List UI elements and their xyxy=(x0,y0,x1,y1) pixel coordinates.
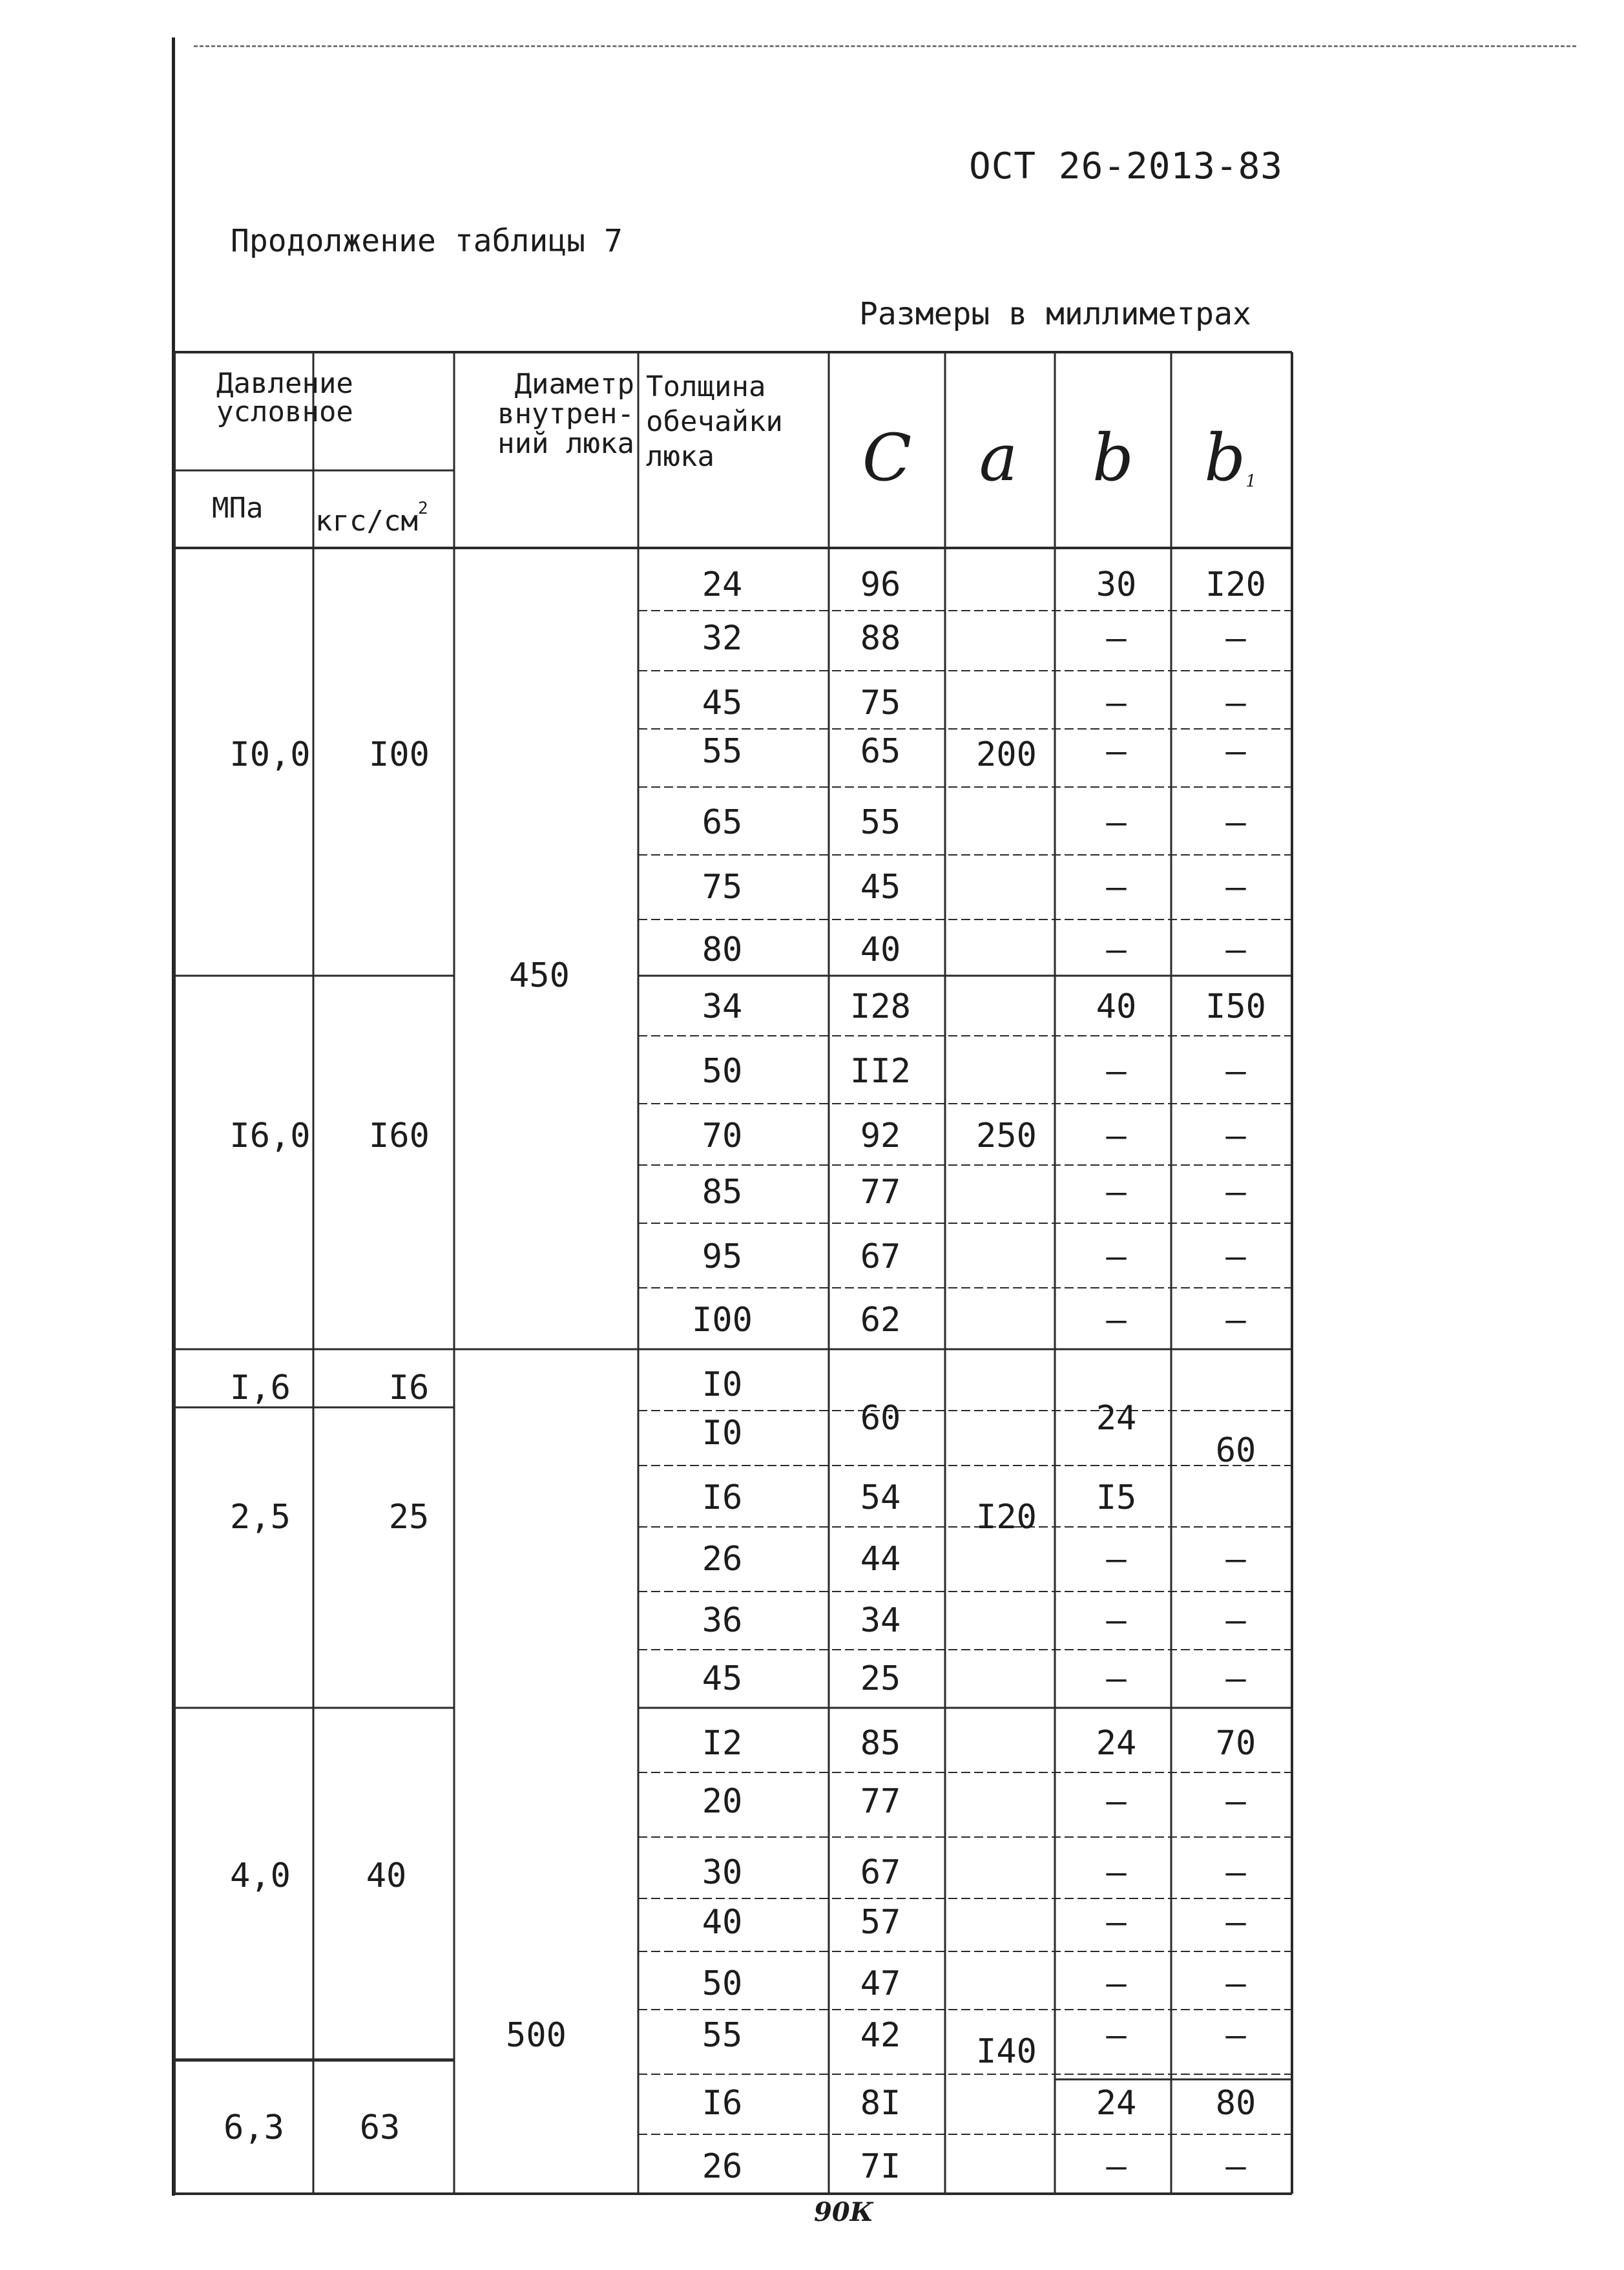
header-kgf-label: кгс/см xyxy=(315,505,418,538)
cell-b1: – xyxy=(1225,803,1246,842)
cell-b1: – xyxy=(1225,684,1246,722)
cell-b: – xyxy=(1106,1853,1127,1892)
pressure-mpa-group-6: 6,3 xyxy=(224,2108,284,2147)
cell-t: I6 xyxy=(702,1478,743,1517)
cell-t: 32 xyxy=(702,619,743,658)
header-b: b xyxy=(1092,420,1134,496)
cell-c: 96 xyxy=(860,565,901,604)
cell-b1: – xyxy=(1225,732,1246,771)
header-pressure-kgf xyxy=(315,494,428,536)
cell-b: 40 xyxy=(1096,987,1137,1026)
pressure-mpa-group-2: I6,0 xyxy=(229,1117,311,1155)
cell-b1: – xyxy=(1225,1237,1246,1276)
header-b1-subscript: 1 xyxy=(1245,472,1256,491)
cell-b: – xyxy=(1106,1782,1127,1821)
cell-t: 85 xyxy=(702,1173,743,1212)
cell-t: 40 xyxy=(702,1903,743,1942)
cell-b: – xyxy=(1106,2147,1127,2186)
cell-t: 45 xyxy=(702,684,743,722)
cell-t: I0 xyxy=(702,1414,743,1453)
cell-b1: – xyxy=(1225,1782,1246,1821)
cell-t: I00 xyxy=(692,1301,753,1340)
cell-c: 47 xyxy=(860,1964,901,2003)
pressure-mpa-group-1: I0,0 xyxy=(229,735,311,774)
cell-b1: – xyxy=(1225,1853,1246,1892)
a-value-120: I20 xyxy=(976,1498,1037,1537)
cell-b: – xyxy=(1106,1117,1127,1155)
header-c: C xyxy=(862,420,912,496)
cell-b: 24 xyxy=(1096,2084,1137,2123)
cell-t: 45 xyxy=(702,1659,743,1698)
cell-t: 65 xyxy=(702,803,743,842)
cell-b1: – xyxy=(1225,1117,1246,1155)
cell-b: – xyxy=(1106,868,1127,907)
cell-c: 25 xyxy=(860,1659,901,1698)
pressure-mpa-group-3: I,6 xyxy=(230,1369,291,1407)
cell-c: 8I xyxy=(860,2084,901,2123)
cell-b1: I50 xyxy=(1205,987,1266,1026)
cell-c: 40 xyxy=(860,930,901,969)
cell-c: 77 xyxy=(860,1173,901,1212)
cell-t: 30 xyxy=(702,1853,743,1892)
cell-b: – xyxy=(1106,1237,1127,1276)
cell-c: 65 xyxy=(860,732,901,771)
cell-t: I6 xyxy=(702,2084,743,2123)
pressure-kgf-group-3: I6 xyxy=(388,1369,430,1407)
cell-b: I5 xyxy=(1096,1478,1137,1517)
cell-c: 34 xyxy=(860,1601,901,1640)
cell-t: 36 xyxy=(702,1601,743,1640)
cell-c: 77 xyxy=(860,1782,901,1821)
header-b1-label: b xyxy=(1204,420,1246,496)
pressure-mpa-group-4: 2,5 xyxy=(230,1498,291,1537)
cell-b: 24 xyxy=(1096,1724,1137,1763)
cell-c: 67 xyxy=(860,1853,901,1892)
cell-b1: – xyxy=(1225,1052,1246,1091)
diameter-450: 450 xyxy=(509,956,570,995)
cell-t: 26 xyxy=(702,2147,743,2186)
c-value-merged-10: 60 xyxy=(860,1399,901,1438)
cell-b1: – xyxy=(1225,1903,1246,1942)
cell-b: 30 xyxy=(1096,565,1137,604)
header-kgf-superscript: 2 xyxy=(417,499,428,518)
cell-t: 70 xyxy=(702,1117,743,1155)
cell-b1: 80 xyxy=(1215,2084,1256,2123)
pressure-kgf-group-2: I60 xyxy=(369,1117,430,1155)
header-pressure-label: Давление условное xyxy=(216,367,353,428)
cell-b: – xyxy=(1106,1601,1127,1640)
a-value-250: 250 xyxy=(976,1117,1037,1155)
diameter-500: 500 xyxy=(506,2016,567,2055)
cell-c: 88 xyxy=(860,619,901,658)
b-value-merged-10: 24 xyxy=(1096,1399,1137,1438)
header-pressure xyxy=(216,367,410,428)
cell-b1: – xyxy=(1225,2016,1246,2055)
cell-b: – xyxy=(1106,1173,1127,1212)
cell-c: 54 xyxy=(860,1478,901,1517)
header-pressure-mpa: МПа xyxy=(212,492,264,525)
cell-b: – xyxy=(1106,1659,1127,1698)
cell-c: 57 xyxy=(860,1903,901,1942)
cell-c: 75 xyxy=(860,684,901,722)
cell-b: – xyxy=(1106,2016,1127,2055)
cell-t: 95 xyxy=(702,1237,743,1276)
a-value-140: I40 xyxy=(976,2032,1037,2071)
cell-t: I2 xyxy=(702,1724,743,1763)
cell-t: 55 xyxy=(702,732,743,771)
cell-b1: – xyxy=(1225,868,1246,907)
cell-t: 50 xyxy=(702,1052,743,1091)
cell-b: – xyxy=(1106,1964,1127,2003)
cell-t: 80 xyxy=(702,930,743,969)
pressure-kgf-group-4: 25 xyxy=(388,1498,430,1537)
pressure-kgf-group-5: 40 xyxy=(366,1856,407,1895)
footer-mark: 90К xyxy=(814,2197,874,2227)
b1-value-merged: 60 xyxy=(1215,1431,1256,1470)
cell-c: 62 xyxy=(860,1301,901,1340)
cell-b1: I20 xyxy=(1205,565,1266,604)
header-a: a xyxy=(979,420,1018,496)
units-note: Размеры в миллиметрах xyxy=(859,296,1251,332)
pressure-mpa-group-5: 4,0 xyxy=(230,1856,291,1895)
cell-b: – xyxy=(1106,1301,1127,1340)
cell-t: 50 xyxy=(702,1964,743,2003)
cell-t: 20 xyxy=(702,1782,743,1821)
cell-t: 75 xyxy=(702,868,743,907)
cell-b1: – xyxy=(1225,930,1246,969)
cell-b: – xyxy=(1106,732,1127,771)
cell-b: – xyxy=(1106,619,1127,658)
cell-c: 92 xyxy=(860,1117,901,1155)
cell-b: – xyxy=(1106,930,1127,969)
cell-b1: – xyxy=(1225,1659,1246,1698)
cell-b1: – xyxy=(1225,1540,1246,1579)
cell-b: – xyxy=(1106,684,1127,722)
cell-c: 44 xyxy=(860,1540,901,1579)
pressure-kgf-group-1: I00 xyxy=(369,735,430,774)
cell-b1: 70 xyxy=(1215,1724,1256,1763)
cell-c: 42 xyxy=(860,2016,901,2055)
a-value-200: 200 xyxy=(976,735,1037,774)
cell-b: – xyxy=(1106,1540,1127,1579)
cell-b1: – xyxy=(1225,1964,1246,2003)
cell-c: I28 xyxy=(850,987,911,1026)
cell-c: II2 xyxy=(850,1052,911,1091)
cell-c: 67 xyxy=(860,1237,901,1276)
cell-b1: – xyxy=(1225,1173,1246,1212)
cell-b: – xyxy=(1106,803,1127,842)
cell-t: 24 xyxy=(702,565,743,604)
cell-b1: – xyxy=(1225,1601,1246,1640)
cell-c: 85 xyxy=(860,1724,901,1763)
cell-c: 45 xyxy=(860,868,901,907)
cell-c: 55 xyxy=(860,803,901,842)
cell-b1: – xyxy=(1225,2147,1246,2186)
pressure-kgf-group-6: 63 xyxy=(359,2108,401,2147)
header-diameter: Диаметр внутрен- ний люка xyxy=(497,368,634,460)
cell-c: 7I xyxy=(860,2147,901,2186)
cell-t: I0 xyxy=(702,1365,743,1404)
cell-b: – xyxy=(1106,1903,1127,1942)
header-thickness: Толщина обечайки люка xyxy=(646,370,783,473)
cell-b1: – xyxy=(1225,619,1246,658)
cell-t: 55 xyxy=(702,2016,743,2055)
header-b1 xyxy=(1171,420,1289,496)
cell-t: 26 xyxy=(702,1540,743,1579)
document-code: ОСТ 26-2013-83 xyxy=(969,145,1284,187)
cell-t: 34 xyxy=(702,987,743,1026)
cell-b1: – xyxy=(1225,1301,1246,1340)
table-caption: Продолжение таблицы 7 xyxy=(231,223,623,259)
cell-b: – xyxy=(1106,1052,1127,1091)
